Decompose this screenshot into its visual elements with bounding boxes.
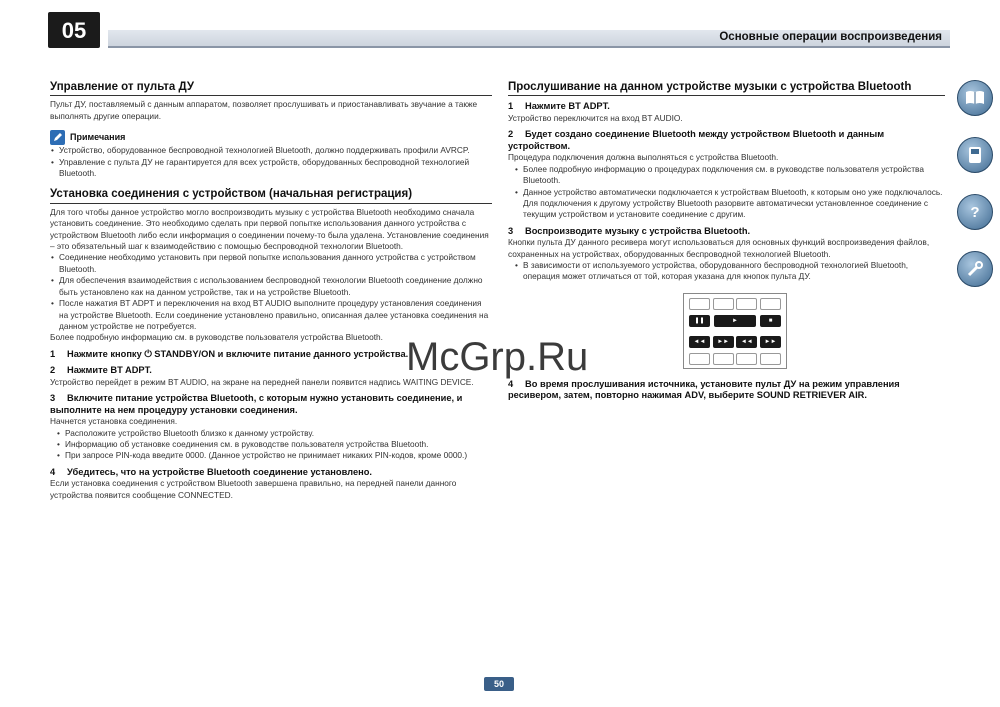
pairing-bullet: • После нажатия BT ADPT и переключения на вход BT AUDIO выполните процедуру установления соединения на устройстве Bluetooth. Если соединение установлено правильно, описанная далее установка соединения на данном устройстве не потребуется. bbox=[50, 298, 492, 332]
remote-row-play bbox=[689, 315, 781, 327]
device-icon[interactable] bbox=[957, 137, 993, 173]
step-3-bullet: • Информацию об установке соединения см. в руководстве пользователя устройства Bluetooth. bbox=[56, 439, 492, 450]
header-bar bbox=[108, 30, 950, 48]
step-3-bullets bbox=[50, 428, 492, 462]
note-item: • Управление с пульта ДУ не гарантируется для всех устройств, оборудованных беспроводной технологией Bluetooth. bbox=[50, 157, 492, 180]
rewind-icon: ◄◄ bbox=[736, 336, 757, 348]
chapter-number: 05 bbox=[48, 12, 100, 48]
r-step-2-text: Процедура подключения должна выполняться с устройства Bluetooth. bbox=[508, 152, 779, 163]
notes-title: Примечания bbox=[70, 132, 126, 143]
r-step-2-bullet: • Данное устройство автоматически подключается к устройствам Bluetooth, к которым оно уже подключалось. Для подключения к другому устройству Bluetooth разорвите автоматически установленное соединение с текущим устройством и установите соединение с другим. bbox=[514, 187, 945, 221]
play-icon: ► bbox=[714, 315, 756, 327]
watermark: McGrp.Ru bbox=[406, 335, 589, 379]
r-step-2-bullet: • Более подробную информацию о процедурах подключения см. в руководстве пользователя устройства Bluetooth. bbox=[514, 164, 945, 187]
r-step-4: 4 Во время прослушивания источника, установите пульт ДУ на режим управления ресивером, затем, повторно нажимая ADV, выберите SOUND RETRIEVER AIR. bbox=[508, 378, 900, 401]
pencil-note-icon bbox=[50, 130, 65, 145]
step-1: 1 Нажмите кнопку ⏻ STANDBY/ON и включите питание данного устройства. bbox=[50, 348, 409, 359]
notes-list bbox=[50, 145, 492, 179]
step-4-text: Если установка соединения с устройством Bluetooth завершена правильно, на передней панели данного устройства появится сообщение CONNECTED. bbox=[50, 478, 457, 500]
step-3-text: Начнется установка соединения. bbox=[50, 416, 178, 427]
tools-icon[interactable] bbox=[957, 251, 993, 287]
step-2-text: Устройство перейдет в режим BT AUDIO, на экране на передней панели появится надпись WAITING DEVICE. bbox=[50, 376, 474, 387]
page-number: 50 bbox=[484, 677, 514, 691]
next-icon: ►► bbox=[713, 336, 734, 348]
prev-icon: ◄◄ bbox=[689, 336, 710, 348]
heading-listening: Прослушивание на данном устройстве музыки с устройства Bluetooth bbox=[508, 82, 945, 96]
r-step-2-bullets bbox=[508, 164, 945, 221]
r-step-1-text: Устройство переключится на вход BT AUDIO. bbox=[508, 112, 683, 123]
pairing-bullet: • Соединение необходимо установить при первой попытке использования данного устройства с устройством Bluetooth. bbox=[50, 252, 492, 275]
r-step-3-text: Кнопки пульта ДУ данного ресивера могут использоваться для основных функций воспроизведения файлов, сохраненных на устройствах, оборудованных беспроводной технологией Bluetooth. bbox=[508, 237, 930, 259]
book-icon[interactable] bbox=[957, 80, 993, 116]
r-step-1: 1 Нажмите BT ADPT. bbox=[508, 101, 610, 112]
remote-row-bottom bbox=[689, 353, 781, 365]
r-step-2: 2 Будет создано соединение Bluetooth между устройством Bluetooth и данным устройством. bbox=[508, 129, 885, 151]
pairing-bullets bbox=[50, 252, 492, 332]
heading-pairing: Установка соединения с устройством (начальная регистрация) bbox=[50, 189, 492, 203]
r-step-3: 3 Воспроизводите музыку с устройства Bluetooth. bbox=[508, 225, 751, 236]
note-item: • Устройство, оборудованное беспроводной технологией Bluetooth, должно поддерживать профили AVRCP. bbox=[50, 145, 492, 156]
pairing-more: Более подробную информацию см. в руководстве пользователя устройства Bluetooth. bbox=[50, 332, 383, 343]
step-3-bullet: • Расположите устройство Bluetooth близко к данному устройству. bbox=[56, 428, 492, 439]
step-3: 3 Включите питание устройства Bluetooth, с которым нужно установить соединение, и выполните на нем процедуру установки соединения. bbox=[50, 393, 463, 415]
step-3-bullet: • При запросе PIN-кода введите 0000. (Данное устройство не принимает никаких PIN-кодов, кроме 0000.) bbox=[56, 450, 492, 461]
question-icon[interactable]: ? bbox=[957, 194, 993, 230]
pairing-intro: Для того чтобы данное устройство могло воспроизводить музыку с устройства Bluetooth необходимо сначала установить соединение. Это необходимо сделать при первой попытке использования данного устройства с устройством Bluetooth либо если информация о соединении почему-то была удалена. Установление соединения – это обязательный шаг к взаимодействию с помощью беспроводной технологии Bluetooth. bbox=[50, 206, 489, 252]
left-column bbox=[50, 82, 492, 501]
pairing-bullet: • Для обеспечения взаимодействия с использованием беспроводной технологии Bluetooth соединение должно быть установлено как на данном устройстве, так и на устройстве Bluetooth. bbox=[50, 275, 492, 298]
r-step-3-bullets bbox=[508, 260, 945, 283]
stop-icon: ■ bbox=[760, 315, 781, 327]
pause-icon: ❚❚ bbox=[689, 315, 710, 327]
remote-row-skip bbox=[689, 336, 781, 348]
remote-illustration bbox=[683, 293, 787, 369]
section-title: Основные операции воспроизведения bbox=[719, 31, 942, 43]
notes-header bbox=[50, 130, 492, 145]
step-2: 2 Нажмите BT ADPT. bbox=[50, 365, 152, 376]
remote-intro: Пульт ДУ, поставляемый с данным аппаратом, позволяет прослушивать и приостанавливать звучание а также выполнять другие операции. bbox=[50, 99, 478, 121]
r-step-3-bullet: • В зависимости от используемого устройства, оборудованного беспроводной технологией Bluetooth, операция может отличаться от той, которая указана для кнопок пульта ДУ. bbox=[514, 260, 945, 283]
heading-remote-control: Управление от пульта ДУ bbox=[50, 82, 492, 96]
fast-forward-icon: ►► bbox=[760, 336, 781, 348]
remote-row-top bbox=[689, 298, 781, 310]
step-4: 4 Убедитесь, что на устройстве Bluetooth соединение установлено. bbox=[50, 466, 373, 477]
